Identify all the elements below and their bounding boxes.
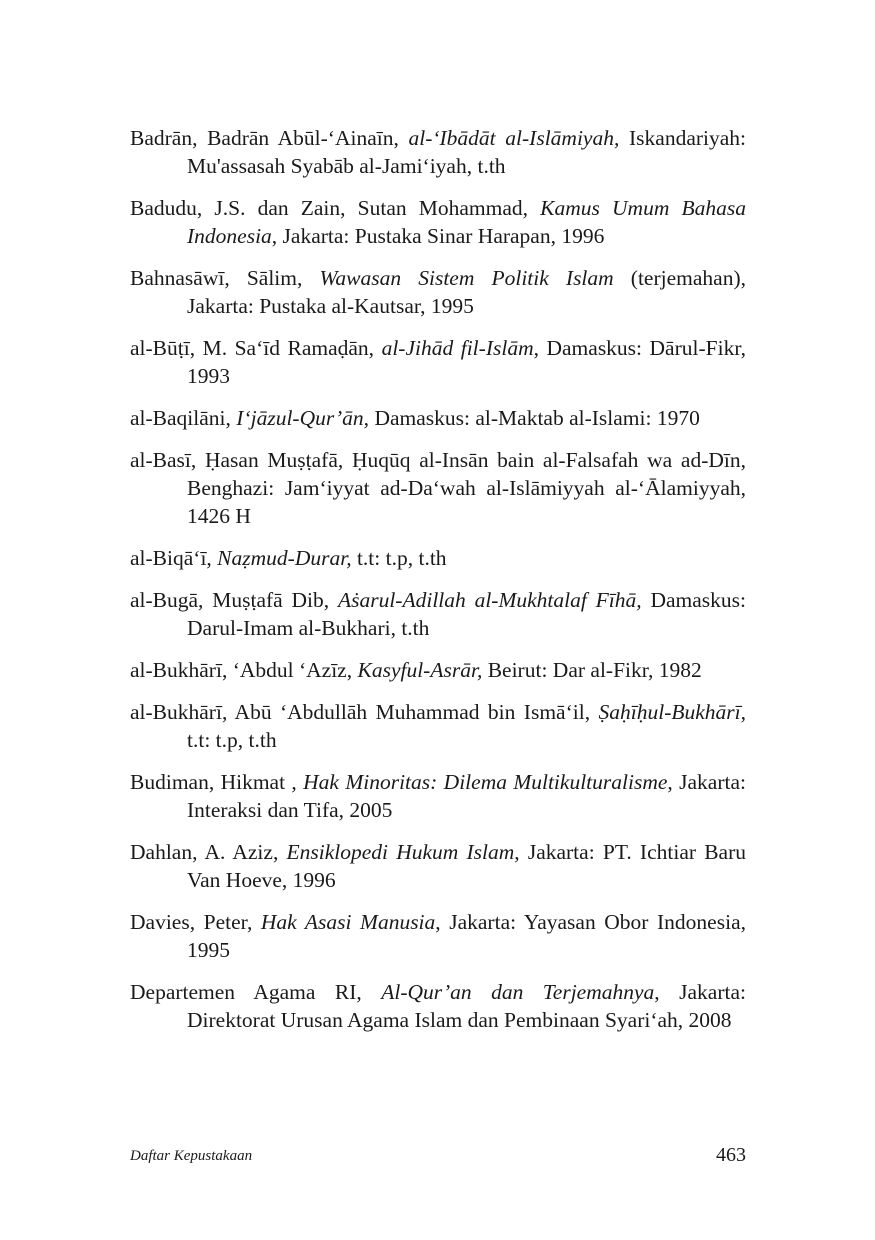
entry-authors: al-Baqilāni, bbox=[130, 406, 237, 430]
entry-title: Hak Asasi Manusia bbox=[260, 910, 436, 934]
entry-publication: Damaskus: Darul-Imam al-Bukhari, t.th bbox=[187, 588, 746, 640]
bibliography-entry bbox=[130, 768, 746, 824]
entry-title: Hak Minoritas: Dilema Multikulturalisme bbox=[303, 770, 668, 794]
bibliography-entry bbox=[130, 446, 746, 530]
entry-authors: al-Bukhārī, Abū ‘Abdullāh Muhammad bin Ismā‘il, bbox=[130, 700, 599, 724]
bibliography-entry bbox=[130, 838, 746, 894]
entry-authors: Departemen Agama RI, bbox=[130, 980, 382, 1004]
page-footer bbox=[130, 1144, 746, 1172]
entry-title: Aṡarul-Adillah al-Mukhtalaf Fīhā, bbox=[337, 588, 642, 612]
entry-publication: Damaskus: al-Maktab al-Islami: 1970 bbox=[369, 406, 700, 430]
entry-title: Kamus Umum Bahasa Indonesia bbox=[187, 196, 746, 248]
bibliography-list bbox=[130, 124, 746, 1048]
entry-authors: Dahlan, A. Aziz, bbox=[130, 840, 287, 864]
entry-authors: Badudu, J.S. dan Zain, Sutan Mohammad, bbox=[130, 196, 541, 220]
entry-publication: , Jakarta: Interaksi dan Tifa, 2005 bbox=[187, 770, 746, 822]
bibliography-entry bbox=[130, 586, 746, 642]
entry-title: Kasyful-Asrār, bbox=[357, 658, 483, 682]
entry-authors: al-Basī, Ḥasan Muṣṭafā, Ḥuqūq al-Insān bain al-Falsafah wa ad-Dīn, Benghazi: Jam‘iyyat ad-Da‘wah al-Islāmiyyah al-‘Ālamiyyah, 1426 H bbox=[130, 448, 746, 528]
bibliography-entry bbox=[130, 978, 746, 1034]
entry-publication: (terjemahan), Jakarta: Pustaka al-Kautsar, 1995 bbox=[187, 266, 746, 318]
entry-authors: Bahnasāwī, Sālim, bbox=[130, 266, 320, 290]
bibliography-entry bbox=[130, 404, 746, 432]
entry-title: I‘jāzul-Qur’ān, bbox=[236, 406, 370, 430]
entry-authors: al-Biqā‘ī, bbox=[130, 546, 218, 570]
bibliography-entry bbox=[130, 334, 746, 390]
entry-title: Ensiklopedi Hukum Islam bbox=[286, 840, 515, 864]
entry-title: al-Jihād fil-Islām bbox=[381, 336, 534, 360]
entry-title: Al-Qur’an dan Terjemahnya bbox=[381, 980, 655, 1004]
entry-title: Ṣaḥīḥul-Bukhārī bbox=[598, 700, 741, 724]
bibliography-entry bbox=[130, 908, 746, 964]
entry-publication: Iskandariyah: Mu'assasah Syabāb al-Jami‘iyah, t.th bbox=[187, 126, 747, 178]
entry-authors: al-Bukhārī, ‘Abdul ‘Azīz, bbox=[130, 658, 358, 682]
entry-authors: Davies, Peter, bbox=[130, 910, 261, 934]
bibliography-entry bbox=[130, 264, 746, 320]
running-footer-title: Daftar Kepustakaan bbox=[130, 1148, 253, 1164]
bibliography-entry bbox=[130, 194, 746, 250]
bibliography-entry bbox=[130, 698, 746, 754]
entry-publication: t.t: t.p, t.th bbox=[351, 546, 447, 570]
entry-publication: , Jakarta: Pustaka Sinar Harapan, 1996 bbox=[271, 224, 605, 248]
entry-publication: , t.t: t.p, t.th bbox=[187, 700, 746, 752]
entry-authors: Budiman, Hikmat , bbox=[130, 770, 304, 794]
entry-publication: , Jakarta: PT. Ichtiar Baru Van Hoeve, 1996 bbox=[187, 840, 746, 892]
entry-publication: Beirut: Dar al-Fikr, 1982 bbox=[482, 658, 702, 682]
entry-authors: al-Būṭī, M. Sa‘īd Ramaḍān, bbox=[130, 336, 382, 360]
bibliography-entry bbox=[130, 544, 746, 572]
entry-authors: Badrān, Badrān Abūl-‘Ainaīn, bbox=[130, 126, 409, 150]
entry-publication: , Jakarta: Yayasan Obor Indonesia, 1995 bbox=[187, 910, 746, 962]
entry-publication: , Damaskus: Dārul-Fikr, 1993 bbox=[187, 336, 746, 388]
entry-publication: , Jakarta: Direktorat Urusan Agama Islam dan Pembinaan Syari‘ah, 2008 bbox=[187, 980, 746, 1032]
entry-title: al-‘Ibādāt al-Islāmiyah, bbox=[408, 126, 620, 150]
bibliography-entry bbox=[130, 124, 746, 180]
page-number: 463 bbox=[716, 1144, 746, 1166]
entry-authors: al-Bugā, Muṣṭafā Dib, bbox=[130, 588, 338, 612]
entry-title: Naẓmud-Durar, bbox=[217, 546, 352, 570]
bibliography-entry bbox=[130, 656, 746, 684]
entry-title: Wawasan Sistem Politik Islam bbox=[319, 266, 614, 290]
